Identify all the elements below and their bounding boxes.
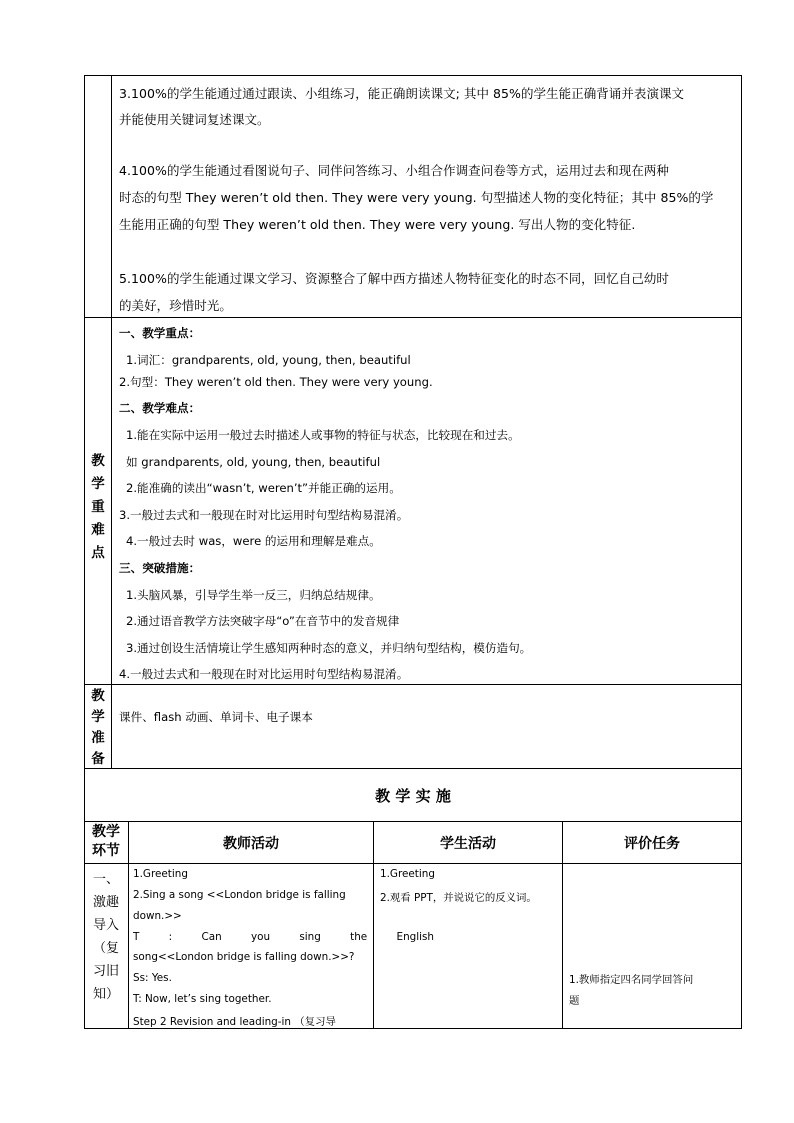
keypoints-line: 3.一般过去式和一般现在时对比运用时句型结构易混淆。 bbox=[119, 508, 409, 522]
teacher-activity-line: Ss: Yes. bbox=[133, 972, 172, 984]
objective-3-line-2: 并能使用关键词复述课文。 bbox=[119, 112, 270, 127]
keypoints-line: 1.词汇：grandparents, old, young, then, beautiful bbox=[126, 353, 411, 367]
header-stage bbox=[84, 823, 128, 861]
keypoints-label-char: 点 bbox=[91, 545, 105, 561]
keypoints-heading-difficulty: 二、教学难点： bbox=[119, 401, 201, 415]
teacher-activity-line: down.>> bbox=[133, 910, 182, 922]
preparation-label-char: 准 bbox=[91, 730, 105, 746]
evaluation-line: 1.教师指定四名同学回答问 bbox=[569, 974, 694, 986]
table-border-bottom bbox=[84, 1028, 742, 1029]
keypoints-line: 1.能在实际中运用一般过去时描述人或事物的特征与状态，比较现在和过去。 bbox=[126, 428, 520, 442]
row-divider-preparation bbox=[84, 768, 742, 769]
header-stage-line: 环节 bbox=[92, 843, 120, 859]
objective-5-line-2: 的美好，珍惜时光。 bbox=[119, 298, 232, 313]
student-activity-line: 1.Greeting bbox=[380, 868, 435, 880]
keypoints-line: 1.头脑风暴，引导学生举一反三，归纳总结规律。 bbox=[126, 588, 381, 602]
header-student-activity: 学生活动 bbox=[440, 836, 496, 852]
objective-4-line-3: 生能用正确的句型 They weren’t old then. They were very young. 写出人物的变化特征. bbox=[119, 217, 636, 232]
row-divider-header bbox=[84, 863, 742, 864]
teacher-activity-line: song<<London bridge is falling down.>>? bbox=[133, 951, 355, 963]
stage-line: 导入 bbox=[92, 918, 119, 933]
evaluation-line: 题 bbox=[569, 995, 580, 1007]
teacher-activity-line: Step 2 Revision and leading-in （复习导 bbox=[133, 1016, 336, 1028]
objective-4-line-1: 4.100%的学生能通过看图说句子、同伴问答练习、小组合作调查问卷等方式，运用过去和现在两种 bbox=[119, 163, 669, 178]
row-divider-title bbox=[84, 821, 742, 822]
preparation-content: 课件、flash 动画、单词卡、电子课本 bbox=[119, 710, 313, 724]
teacher-activity-line: 2.Sing a song <<London bridge is falling bbox=[133, 889, 346, 901]
objective-5-line-1: 5.100%的学生能通过课文学习、资源整合了解中西方描述人物特征变化的时态不同，回忆自己幼时 bbox=[119, 271, 669, 286]
teacher-activity-justified bbox=[133, 889, 367, 901]
teacher-activity-line: T : Can you sing the English bbox=[133, 931, 435, 943]
keypoints-label-char: 学 bbox=[91, 476, 105, 492]
keypoints-line: 2.通过语音教学方法突破字母“o”在音节中的发音规律 bbox=[126, 614, 400, 628]
teacher-activity-line: T: Now, let’s sing together. bbox=[133, 993, 272, 1005]
header-teacher-activity: 教师活动 bbox=[223, 836, 279, 852]
preparation-label-char: 教 bbox=[91, 688, 105, 704]
table-border-top bbox=[84, 75, 742, 76]
stage-line: （复 bbox=[92, 941, 119, 956]
student-activity-line: 2.观看 PPT，并说说它的反义词。 bbox=[380, 892, 537, 904]
stage-line: 一、 bbox=[92, 872, 119, 887]
row-divider-keypoints bbox=[84, 684, 742, 685]
keypoints-line: 4.一般过去时 was，were 的运用和理解是难点。 bbox=[126, 534, 381, 548]
stage-line: 知） bbox=[92, 987, 119, 1002]
teacher-activity-line: 1.Greeting bbox=[133, 868, 188, 880]
stage-line: 激趣 bbox=[92, 895, 119, 910]
keypoints-label-char: 难 bbox=[91, 522, 105, 538]
keypoints-line: 2.句型：They weren’t old then. They were very young. bbox=[119, 375, 433, 389]
objective-3-line-1: 3.100%的学生能通过通过跟读、小组练习，能正确朗读课文; 其中 85%的学生能正确背诵并表演课文 bbox=[119, 86, 685, 101]
keypoints-line: 如 grandparents, old, young, then, beautiful bbox=[126, 455, 381, 469]
keypoints-label-char: 重 bbox=[91, 499, 105, 515]
stage-cell bbox=[84, 868, 128, 1006]
keypoints-line: 3.通过创设生活情境让学生感知两种时态的意义，并归纳句型结构，模仿造句。 bbox=[126, 641, 532, 655]
label-column-divider bbox=[111, 75, 112, 768]
table-border-right bbox=[741, 75, 742, 1029]
header-stage-line: 教学 bbox=[92, 824, 120, 840]
implementation-title: 教 学 实 施 bbox=[375, 787, 451, 805]
stage-line: 习旧 bbox=[92, 964, 119, 979]
preparation-label-char: 学 bbox=[91, 709, 105, 725]
keypoints-label-char: 教 bbox=[91, 453, 105, 469]
keypoints-heading-measures: 三、突破措施： bbox=[119, 561, 201, 575]
keypoints-line: 2.能准确的读出“wasn’t, weren’t”并能正确的运用。 bbox=[126, 481, 401, 495]
keypoints-line: 4.一般过去式和一般现在时对比运用时句型结构易混淆。 bbox=[119, 667, 409, 681]
keypoints-heading-focus: 一、教学重点： bbox=[119, 326, 201, 340]
objective-4-line-2: 时态的句型 They weren’t old then. They were very young. 句型描述人物的变化特征；其中 85%的学 bbox=[119, 190, 714, 205]
preparation-label-char: 备 bbox=[91, 751, 105, 767]
header-evaluation-task: 评价任务 bbox=[624, 836, 680, 852]
